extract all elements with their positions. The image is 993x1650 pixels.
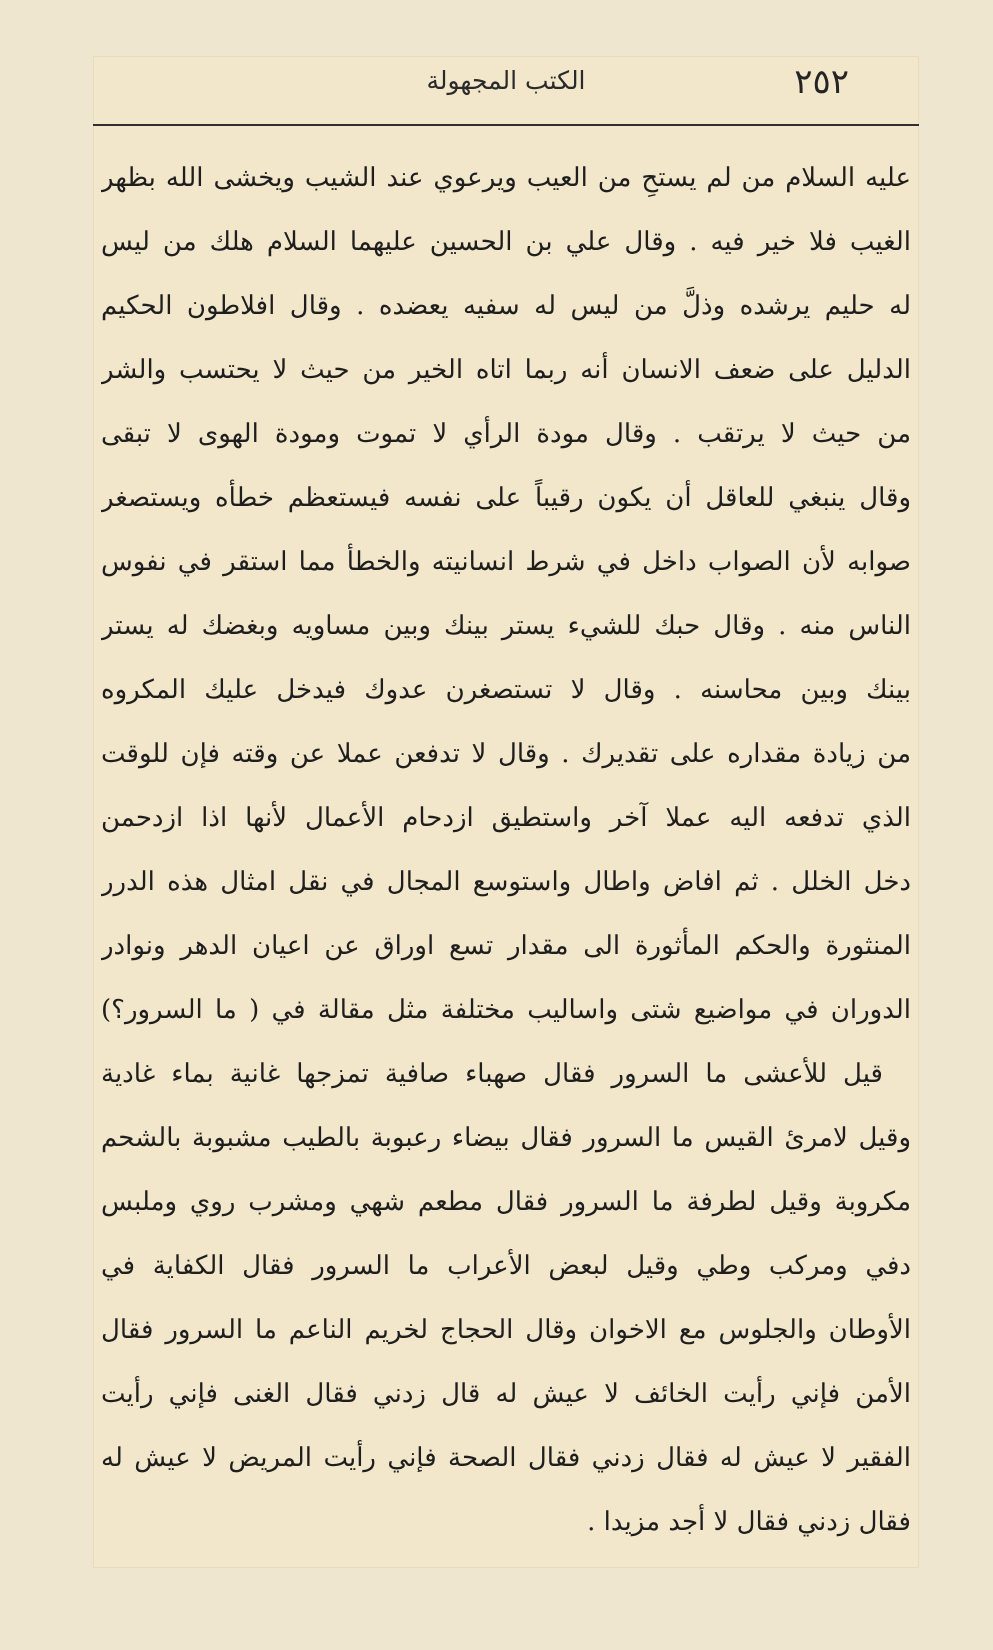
page-body	[101, 146, 911, 1554]
text-line-1: عليه السلام من لم يستحِ من العيب ويرعوي عند الشيب ويخشى الله بظهر	[101, 163, 911, 193]
text-line-7: صوابه لأن الصواب داخل في شرط انسانيته والخطأ مما استقر في نفوس	[101, 547, 911, 577]
text-line-10: من زيادة مقداره على تقديرك . وقال لا تدفعن عملا عن وقته فإن للوقت	[101, 739, 911, 769]
text-line-2: الغيب فلا خير فيه . وقال علي بن الحسين عليهما السلام هلك من ليس	[101, 227, 911, 257]
page-header	[93, 56, 919, 120]
text-line-21: الفقير لا عيش له فقال زدني فقال الصحة فإني رأيت المريض لا عيش له	[101, 1443, 911, 1473]
text-line-18: دفي ومركب وطي وقيل لبعض الأعراب ما السرور فقال الكفاية في	[101, 1251, 911, 1281]
text-line-22: فقال زدني فقال لا أجد مزيدا .	[587, 1507, 911, 1537]
page-number: ٢٥٢	[794, 62, 849, 102]
text-line-19: الأوطان والجلوس مع الاخوان وقال الحجاج لخريم الناعم ما السرور فقال	[101, 1315, 911, 1345]
text-line-20: الأمن فإني رأيت الخائف لا عيش له قال زدني فقال الغنى فإني رأيت	[101, 1379, 911, 1409]
text-line-14: الدوران في مواضيع شتى واساليب مختلفة مثل مقالة في ( ما السرور؟)	[101, 995, 911, 1025]
text-line-9: بينك وبين محاسنه . وقال لا تستصغرن عدوك فيدخل عليك المكروه	[101, 675, 911, 705]
text-line-11: الذي تدفعه اليه عملا آخر واستطيق ازدحام الأعمال لأنها اذا ازدحمن	[101, 803, 911, 833]
book-page	[93, 56, 919, 1568]
text-line-6: وقال ينبغي للعاقل أن يكون رقيباً على نفسه فيستعظم خطأه ويستصغر	[101, 483, 911, 513]
text-line-17: مكروبة وقيل لطرفة ما السرور فقال مطعم شهي ومشرب روي وملبس	[101, 1187, 911, 1217]
text-line-4: الدليل على ضعف الانسان أنه ربما اتاه الخير من حيث لا يحتسب والشر	[101, 355, 911, 385]
header-rule	[93, 124, 919, 126]
text-line-8: الناس منه . وقال حبك للشيء يستر بينك وبين مساويه وبغضك له يستر	[101, 611, 911, 641]
text-line-5: من حيث لا يرتقب . وقال مودة الرأي لا تموت ومودة الهوى لا تبقى	[101, 419, 911, 449]
text-line-16: وقيل لامرئ القيس ما السرور فقال بيضاء رعبوبة بالطيب مشبوبة بالشحم	[101, 1123, 911, 1153]
text-line-3: له حليم يرشده وذلَّ من ليس له سفيه يعضده . وقال افلاطون الحكيم	[101, 291, 911, 321]
running-title: الكتب المجهولة	[426, 66, 586, 95]
text-line-12: دخل الخلل . ثم افاض واطال واستوسع المجال في نقل امثال هذه الدرر	[101, 867, 911, 897]
text-line-13: المنثورة والحكم المأثورة الى مقدار تسع اوراق عن اعيان الدهر ونوادر	[101, 931, 911, 961]
text-line-15: قيل للأعشى ما السرور فقال صهباء صافية تمزجها غانية بماء غادية	[101, 1059, 883, 1089]
